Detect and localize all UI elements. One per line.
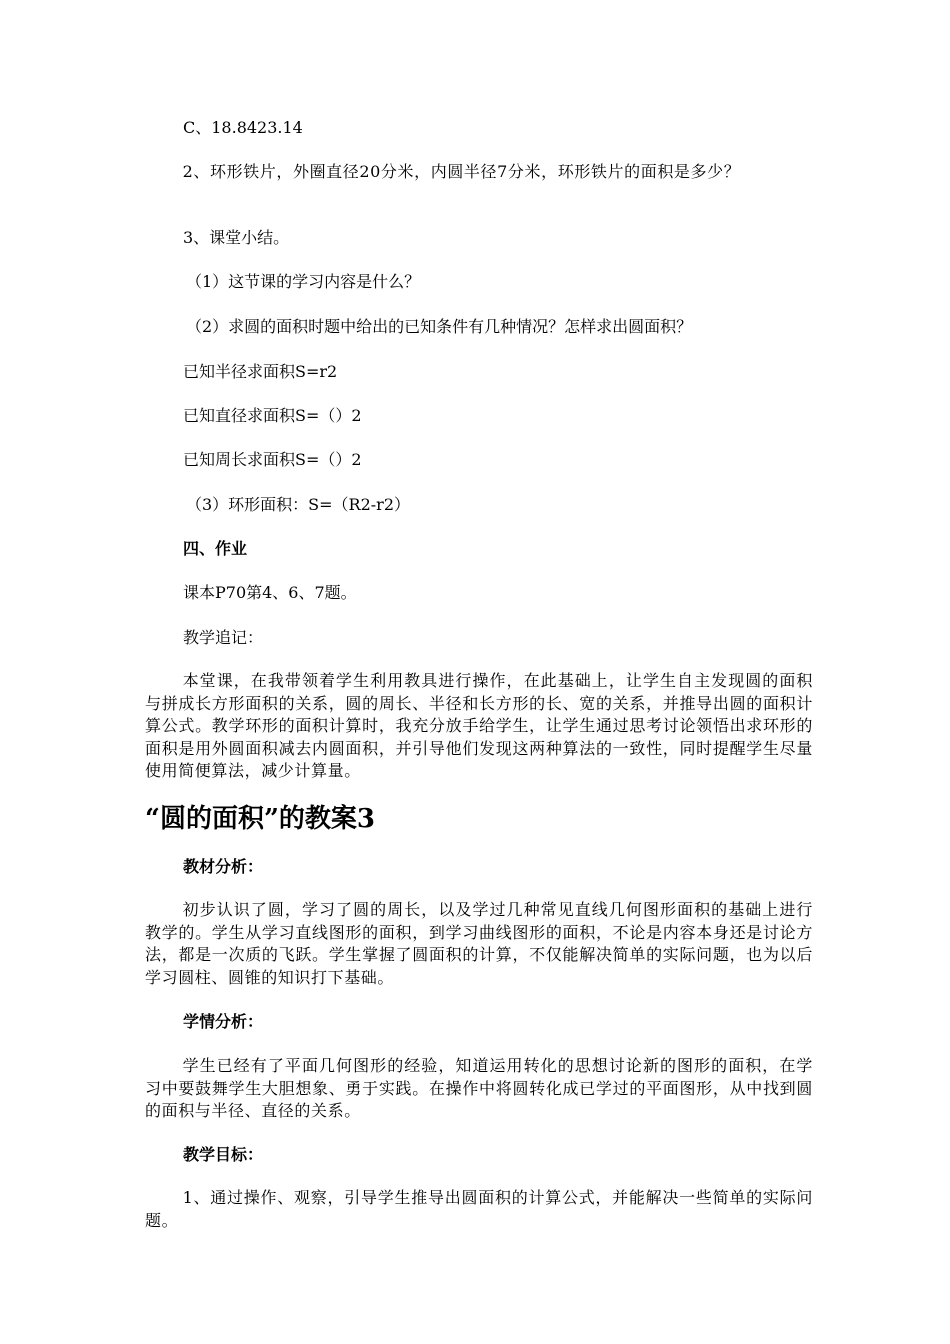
notes-title: 教学追记： (183, 628, 264, 647)
question-2: 2、环形铁片，外圈直径20分米，内圆半径7分米，环形铁片的面积是多少？ (182, 162, 741, 181)
students-title: 学情分析： (183, 1012, 264, 1031)
summary-item-1: （1）这节课的学习内容是什么？ (186, 272, 421, 291)
students-paragraph: 学生已经有了平面几何图形的经验，知道运用转化的思想讨论新的图形的面积，在学习中要鼓舞学生大胆想象、勇于实践。在操作中将圆转化成已学过的平面图形，从中找到圆的面积与半径、直径的关系。 (145, 1056, 813, 1120)
goal-item-1: 1、通过操作、观察，引导学生推导出圆面积的计算公式，并能解决一些简单的实际问题。 (145, 1188, 813, 1230)
formula-diameter: 已知直径求面积S=（）2 (183, 406, 362, 425)
c-option-line: C、18.8423.14 (183, 118, 303, 137)
goals-title: 教学目标： (183, 1145, 264, 1164)
summary-item-2: （2）求圆的面积时题中给出的已知条件有几种情况？怎样求出圆面积？ (186, 317, 693, 336)
material-paragraph: 初步认识了圆，学习了圆的周长，以及学过几种常见直线几何图形面积的基础上进行教学的。学生从学习直线图形的面积，到学习曲线图形的面积，不论是内容本身还是讨论方法，都是一次质的飞跃。学生掌握了圆面积的计算，不仅能解决简单的实际问题，也为以后学习圆柱、圆锥的知识打下基础。 (145, 900, 813, 987)
section-heading: “圆的面积”的教案3 (145, 804, 376, 834)
notes-paragraph: 本堂课，在我带领着学生利用教具进行操作，在此基础上，让学生自主发现圆的面积与拼成长方形面积的关系，圆的周长、半径和长方形的长、宽的关系，并推导出圆的面积计算公式。教学环形的面积计算时，我充分放手给学生，让学生通过思考讨论领悟出求环形的面积是用外圆面积减去内圆面积，并引导他们发现这两种算法的一致性，同时提醒学生尽量使用简便算法，减少计算量。 (145, 671, 813, 780)
summary-title: 3、课堂小结。 (183, 228, 290, 247)
summary-item-3: （3）环形面积：S=（R2-r2） (186, 495, 411, 514)
homework-title: 四、作业 (183, 539, 248, 558)
formula-radius: 已知半径求面积S=r2 (183, 362, 338, 381)
material-title: 教材分析： (183, 857, 264, 876)
formula-circumference: 已知周长求面积S=（）2 (183, 450, 362, 469)
homework-text: 课本P70第4、6、7题。 (183, 583, 357, 602)
